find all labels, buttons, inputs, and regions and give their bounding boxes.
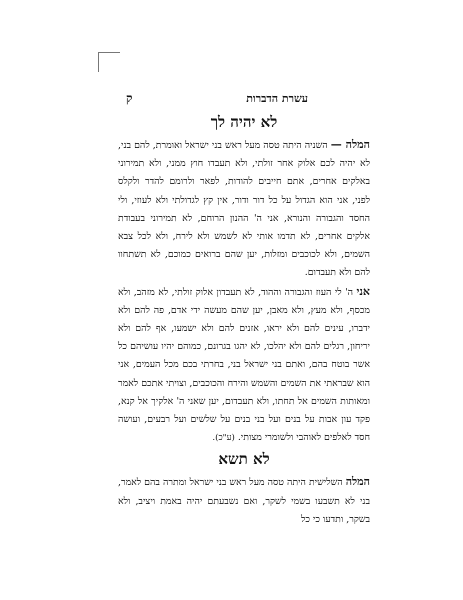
paragraph-2-text: ה' לי העוז והגבורה וההוד, לא תעבדון אלוק זולתי, לא מזהב, ולא מכסף, ולא מעץ, ולא מאבן, יען שהם מעשה ידי אדם, פה להם ולא ידברו, עינים להם ולא יראו, אזנים להם ולא ישמעו, אף להם ולא יריחון, רגלים להם ולא יהלכו, לא יהגו בגרונם, כמוהם יהיו עושיהם כל אשר בוטח בהם, ואתם בני ישראל בני, בחרתי בכם מכל העמים, אני הוא שבראתי את השמים והשמש והירח והכוכבים, וצויתי אתכם לאמר ומאותות השמים אל תחתו, ולא תעבדום, יען שאני ה' אלקיך אל קנא, פקד עון אבות על בנים ועל בני בנים על שלשים ועל רבעים, ועושה חסד לאלפים לאוהבי ולשומרי מצותי. bbox=[118, 286, 370, 444]
paragraph-1-text: השניה היתה טסה מעל ראש בני ישראל ואומרת, להם בני, לא יהיה לכם אלוק אחר זולתי, ולא תעבדו חוץ ממני, ולא תמירוני באלקים אחרים, אתם חייבים להודות, לפאר ולרומם להדר ולקלס לפני, אני הוא הגדול על כל דור ודור, אין קץ לגדולתי ולא לעוזי, ולי החסד והגבורה והנורא, אני ה' ההנון הרוחם, לא תמירוני בעבודת אלקים אחרים, לא תדמו אותי לא לשמש ולא לירח, ולא לכל צבא השמים, ולא לכוכבים ומזלות, יען שהם ברואים כמוכם, לא תשתחוו להם ולא תעבדום. bbox=[118, 140, 370, 279]
paragraph-1 bbox=[118, 136, 370, 283]
scanned-page bbox=[118, 68, 370, 529]
paragraph-3-lead: המלה bbox=[345, 475, 371, 489]
paragraph-1-lead: המלה — bbox=[330, 138, 371, 151]
page-header bbox=[118, 90, 370, 110]
paragraph-2-source: (ע"כ). bbox=[212, 433, 235, 444]
paragraph-3 bbox=[118, 473, 370, 529]
section-heading-2: לא תשא bbox=[218, 450, 270, 469]
running-title: עשרת הדברות bbox=[246, 92, 308, 105]
paragraph-2-lead: אני bbox=[356, 284, 370, 298]
crop-mark-left bbox=[98, 52, 99, 72]
section-heading-1: לא יהיה לך bbox=[210, 113, 278, 131]
paragraph-3-text: השלישית היתה טסה מעל ראש בני ישראל ומתרה בהם לאמר, בני לא תשבעו בשמי לשקר, ואם נשבעתם יהיה באמת ויציב, ולא בשקר, ותדעו כי כל bbox=[118, 477, 370, 525]
page-number: ק bbox=[126, 91, 133, 105]
crop-mark-top bbox=[98, 52, 120, 53]
paragraph-2 bbox=[118, 283, 370, 448]
